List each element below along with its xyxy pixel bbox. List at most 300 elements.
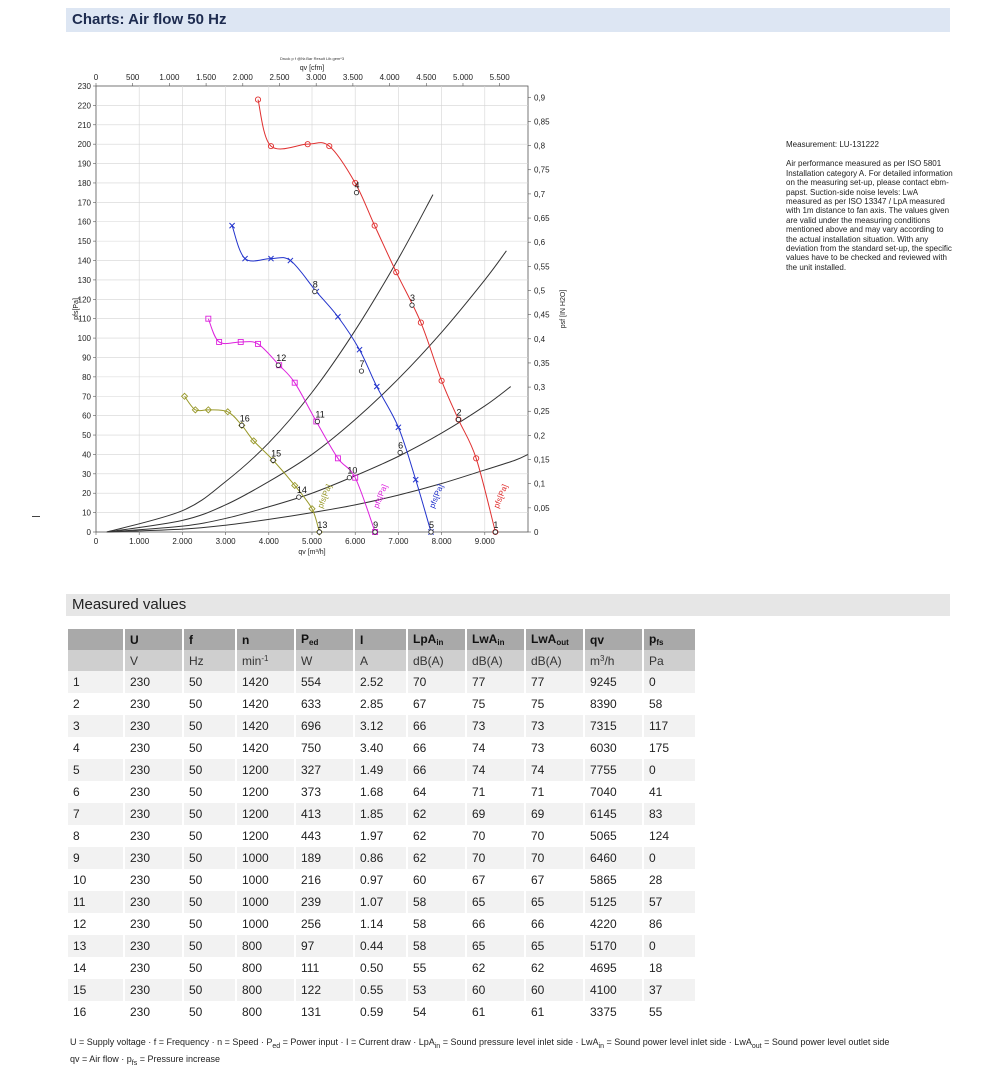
- table-cell: 41: [644, 781, 695, 803]
- y-tick-label: 200: [77, 140, 91, 150]
- table-cell: 50: [184, 737, 235, 759]
- table-cell: 800: [237, 979, 294, 1001]
- table-cell: 5: [68, 759, 123, 781]
- y2-tick-label: 0,35: [534, 358, 550, 368]
- dash-mark: [32, 516, 40, 517]
- column-header-subscript: in: [497, 638, 505, 647]
- x2-tick-label: 500: [126, 73, 140, 82]
- y-tick-label: 50: [82, 431, 91, 441]
- column-unit: [467, 650, 524, 671]
- measured-values-header: [66, 594, 950, 616]
- table-cell: 77: [526, 671, 583, 693]
- table-cell: 3.40: [355, 737, 406, 759]
- x-tick-label: 2.000: [172, 537, 193, 546]
- x-tick-label: 8.000: [431, 537, 452, 546]
- y2-tick-label: 0,2: [534, 431, 546, 441]
- column-header-label: P: [301, 632, 310, 646]
- table-cell: 50: [184, 869, 235, 891]
- y2-tick-label: 0,55: [534, 262, 550, 272]
- table-cell: 189: [296, 847, 353, 869]
- table-cell: 230: [125, 671, 182, 693]
- table-cell: 74: [467, 759, 524, 781]
- column-header-label: p: [649, 632, 657, 646]
- table-row: [68, 913, 695, 935]
- table-row: [68, 715, 695, 737]
- table-cell: 7040: [585, 781, 642, 803]
- table-cell: 8: [68, 825, 123, 847]
- table-cell: 0.97: [355, 869, 406, 891]
- legend-subscript: in: [598, 1042, 604, 1050]
- column-header: [467, 629, 524, 650]
- legend-line-1: [70, 1036, 950, 1053]
- table-cell: 97: [296, 935, 353, 957]
- table-cell: 50: [184, 671, 235, 693]
- column-header: [355, 629, 406, 650]
- table-cell: 62: [408, 847, 465, 869]
- operating-point: [456, 417, 460, 421]
- table-row: [68, 1001, 695, 1023]
- column-unit: [585, 650, 642, 671]
- y-tick-label: 120: [77, 295, 91, 305]
- table-cell: 2: [68, 693, 123, 715]
- column-header-label: f: [189, 632, 193, 647]
- table-cell: 66: [467, 913, 524, 935]
- operating-point-label: 3: [410, 293, 416, 304]
- table-cell: 70: [467, 847, 524, 869]
- table-cell: 14: [68, 957, 123, 979]
- series-label: pfs[Pa]: [427, 483, 446, 510]
- measured-values-title: Measured values: [72, 596, 187, 613]
- column-unit-label: dB(A): [413, 653, 444, 668]
- table-cell: 50: [184, 957, 235, 979]
- table-cell: 50: [184, 759, 235, 781]
- table-cell: 8390: [585, 693, 642, 715]
- table-cell: 70: [408, 671, 465, 693]
- operating-point: [354, 190, 358, 194]
- table-cell: 10: [68, 869, 123, 891]
- table-cell: 7315: [585, 715, 642, 737]
- table-cell: 50: [184, 803, 235, 825]
- table-cell: 67: [526, 869, 583, 891]
- table-cell: 73: [467, 715, 524, 737]
- operating-point-label: 11: [315, 409, 325, 420]
- y-tick-label: 10: [82, 508, 91, 518]
- column-unit: [68, 650, 123, 671]
- table-cell: 0.59: [355, 1001, 406, 1023]
- table-cell: 77: [467, 671, 524, 693]
- table-cell: 6030: [585, 737, 642, 759]
- table-cell: 443: [296, 825, 353, 847]
- y-tick-label: 130: [77, 275, 91, 285]
- table-cell: 124: [644, 825, 695, 847]
- table-cell: 1000: [237, 869, 294, 891]
- legend-text: = Power input · I = Current draw · LpA: [280, 1037, 435, 1047]
- column-unit-label: Pa: [649, 653, 664, 668]
- table-cell: 55: [644, 1001, 695, 1023]
- charts-section-header: [66, 8, 950, 32]
- operating-point-label: 8: [312, 279, 318, 290]
- table-cell: 67: [408, 693, 465, 715]
- table-cell: 800: [237, 1001, 294, 1023]
- table-cell: 230: [125, 693, 182, 715]
- table-cell: 0: [644, 935, 695, 957]
- measurement-id: Measurement: LU-131222: [786, 140, 879, 149]
- y2-tick-label: 0,6: [534, 238, 546, 248]
- table-cell: 50: [184, 891, 235, 913]
- column-unit: [355, 650, 406, 671]
- table-cell: 230: [125, 1001, 182, 1023]
- table-cell: 18: [644, 957, 695, 979]
- table-cell: 0.44: [355, 935, 406, 957]
- y-tick-label: 150: [77, 237, 91, 247]
- table-row: [68, 693, 695, 715]
- table-cell: 696: [296, 715, 353, 737]
- x2-tick-label: 1.000: [159, 73, 180, 82]
- column-header-subscript: out: [556, 638, 569, 647]
- y-tick-label: 170: [77, 198, 91, 208]
- column-header-label: U: [130, 632, 139, 647]
- table-cell: 0.86: [355, 847, 406, 869]
- table-cell: 70: [526, 825, 583, 847]
- table-cell: 73: [526, 715, 583, 737]
- table-cell: 53: [408, 979, 465, 1001]
- operating-point: [317, 530, 321, 534]
- operating-point-label: 1: [493, 520, 499, 530]
- table-cell: 5170: [585, 935, 642, 957]
- y2-tick-label: 0,8: [534, 141, 546, 151]
- table-cell: 62: [526, 957, 583, 979]
- table-cell: 37: [644, 979, 695, 1001]
- y2-tick-label: 0,05: [534, 503, 550, 513]
- table-cell: 633: [296, 693, 353, 715]
- operating-point: [240, 423, 244, 427]
- table-cell: 239: [296, 891, 353, 913]
- column-unit-label: dB(A): [472, 653, 503, 668]
- table-cell: 230: [125, 913, 182, 935]
- operating-point: [429, 530, 433, 534]
- table-cell: 12: [68, 913, 123, 935]
- legend-text: = Sound power level outlet side: [761, 1037, 890, 1047]
- column-header-label: LpA: [413, 632, 437, 646]
- y-tick-label: 230: [77, 82, 91, 91]
- table-cell: 230: [125, 759, 182, 781]
- table-cell: 800: [237, 935, 294, 957]
- table-cell: 1200: [237, 825, 294, 847]
- y2-tick-label: 0,75: [534, 165, 550, 175]
- x-tick-label: 4.000: [258, 537, 279, 546]
- table-cell: 58: [644, 693, 695, 715]
- table-cell: 0: [644, 759, 695, 781]
- table-cell: 65: [526, 935, 583, 957]
- table-cell: 62: [408, 825, 465, 847]
- table-cell: 1.85: [355, 803, 406, 825]
- legend-subscript: fs: [131, 1059, 138, 1067]
- x-axis-label: qv [m³/h]: [298, 549, 326, 556]
- y-tick-label: 100: [77, 334, 91, 344]
- column-unit-label: A: [360, 653, 369, 668]
- x-tick-label: 9.000: [474, 537, 495, 546]
- table-cell: 67: [467, 869, 524, 891]
- table-cell: 62: [467, 957, 524, 979]
- y-tick-label: 0: [86, 528, 91, 537]
- table-cell: 230: [125, 979, 182, 1001]
- table-cell: 1.49: [355, 759, 406, 781]
- table-cell: 0.50: [355, 957, 406, 979]
- table-cell: 5865: [585, 869, 642, 891]
- table-cell: 13: [68, 935, 123, 957]
- column-unit-label: m: [590, 653, 600, 668]
- table-row: [68, 869, 695, 891]
- table-cell: 66: [408, 715, 465, 737]
- y-tick-label: 210: [77, 120, 91, 130]
- table-cell: 61: [526, 1001, 583, 1023]
- x2-tick-label: 5.500: [489, 73, 510, 82]
- table-cell: 65: [467, 935, 524, 957]
- y2-tick-label: 0,45: [534, 310, 550, 320]
- legend-text: = Sound power level inlet side · LwA: [603, 1037, 752, 1047]
- column-header: [526, 629, 583, 650]
- air-flow-chart: [0, 40, 600, 560]
- table-cell: 230: [125, 869, 182, 891]
- series-label: pfs[Pa]: [491, 483, 510, 510]
- column-header-subscript: ed: [309, 638, 319, 647]
- legend-text: = Pressure increase: [137, 1053, 221, 1064]
- column-unit-label: dB(A): [531, 653, 562, 668]
- y-tick-label: 80: [82, 372, 91, 382]
- operating-point-label: 16: [239, 413, 250, 424]
- table-cell: 230: [125, 825, 182, 847]
- column-header: [585, 629, 642, 650]
- column-header: [68, 629, 123, 650]
- column-unit: [125, 650, 182, 671]
- y-axis-label: pfs[Pa]: [73, 298, 80, 320]
- table-cell: 1000: [237, 847, 294, 869]
- table-cell: 413: [296, 803, 353, 825]
- operating-point-label: 14: [296, 485, 307, 496]
- operating-point: [315, 419, 319, 423]
- y-tick-label: 30: [82, 469, 91, 479]
- x2-tick-label: 0: [93, 73, 99, 82]
- table-cell: 2.52: [355, 671, 406, 693]
- table-cell: 58: [408, 891, 465, 913]
- table-cell: 216: [296, 869, 353, 891]
- table-row: [68, 935, 695, 957]
- table-row: [68, 979, 695, 1001]
- table-cell: 6460: [585, 847, 642, 869]
- table-cell: 50: [184, 979, 235, 1001]
- column-header: [237, 629, 294, 650]
- table-cell: 3: [68, 715, 123, 737]
- x-tick-label: 6.000: [345, 537, 366, 546]
- y2-tick-label: 0,9: [534, 93, 546, 103]
- legend-subscript: out: [751, 1042, 762, 1050]
- table-body: [68, 671, 695, 1023]
- operating-point: [493, 530, 497, 534]
- charts-title: Charts: Air flow 50 Hz: [72, 11, 227, 28]
- table-row: [68, 891, 695, 913]
- table-row: [68, 737, 695, 759]
- table-cell: 71: [526, 781, 583, 803]
- table-cell: 66: [408, 759, 465, 781]
- x2-tick-label: 3.000: [306, 73, 327, 82]
- table-units-row: [68, 650, 695, 671]
- operating-point-label: 10: [347, 465, 358, 476]
- column-header-subscript: fs: [656, 638, 664, 647]
- operating-point: [398, 450, 402, 454]
- table-cell: 64: [408, 781, 465, 803]
- table-cell: 3.12: [355, 715, 406, 737]
- table-cell: 58: [408, 935, 465, 957]
- table-row: [68, 957, 695, 979]
- table-cell: 1.97: [355, 825, 406, 847]
- table-cell: 554: [296, 671, 353, 693]
- operating-point: [410, 303, 414, 307]
- table-cell: 69: [526, 803, 583, 825]
- table-cell: 50: [184, 781, 235, 803]
- table-cell: 50: [184, 693, 235, 715]
- table-cell: 1000: [237, 891, 294, 913]
- y-tick-label: 220: [77, 101, 91, 111]
- y2-tick-label: 0: [534, 528, 539, 537]
- operating-point-label: 5: [429, 520, 435, 530]
- legend-line-2: [70, 1053, 950, 1070]
- column-header-subscript: in: [436, 638, 444, 647]
- x-tick-label: 5.000: [301, 537, 323, 546]
- table-cell: 6145: [585, 803, 642, 825]
- table-cell: 83: [644, 803, 695, 825]
- table-cell: 11: [68, 891, 123, 913]
- operating-point-label: 15: [271, 448, 282, 459]
- table-cell: 0: [644, 671, 695, 693]
- table-cell: 75: [467, 693, 524, 715]
- operating-point: [359, 369, 363, 373]
- table-cell: 117: [644, 715, 695, 737]
- column-header-label: n: [242, 632, 250, 647]
- table-cell: 2.85: [355, 693, 406, 715]
- operating-point: [276, 363, 280, 367]
- column-header-label: qv: [590, 632, 605, 647]
- table-cell: 70: [526, 847, 583, 869]
- table-cell: 230: [125, 803, 182, 825]
- table-cell: 66: [408, 737, 465, 759]
- table-cell: 111: [296, 957, 353, 979]
- table-cell: 60: [526, 979, 583, 1001]
- table-cell: 55: [408, 957, 465, 979]
- column-unit: [184, 650, 235, 671]
- table-cell: 1420: [237, 737, 294, 759]
- table-cell: 50: [184, 913, 235, 935]
- column-header: [408, 629, 465, 650]
- x-tick-label: 3.000: [215, 537, 236, 546]
- legend-text: U = Supply voltage · f = Frequency · n = Speed · P: [70, 1037, 273, 1047]
- y2-tick-label: 0,85: [534, 117, 550, 127]
- column-unit: [237, 650, 294, 671]
- table-cell: 74: [467, 737, 524, 759]
- table-row: [68, 803, 695, 825]
- y2-tick-label: 0,7: [534, 189, 546, 199]
- table-cell: 4695: [585, 957, 642, 979]
- series-label: pfs[Pa]: [315, 483, 334, 510]
- operating-point-label: 12: [276, 353, 287, 364]
- y-tick-label: 40: [82, 450, 91, 460]
- table-cell: 4: [68, 737, 123, 759]
- column-unit-superscript: -1: [261, 653, 269, 663]
- table-cell: 74: [526, 759, 583, 781]
- y-tick-label: 20: [82, 489, 91, 499]
- column-header-label: LwA: [531, 632, 557, 646]
- table-cell: 9245: [585, 671, 642, 693]
- operating-point-label: 9: [373, 520, 379, 530]
- y-tick-label: 90: [82, 353, 91, 363]
- operating-point: [373, 530, 377, 534]
- table-cell: 1420: [237, 693, 294, 715]
- table-cell: 230: [125, 935, 182, 957]
- column-header: [644, 629, 695, 650]
- y2-axis-label: psf [IN H2O]: [560, 289, 567, 329]
- table-cell: 60: [467, 979, 524, 1001]
- table-cell: 60: [408, 869, 465, 891]
- x2-tick-label: 1.500: [196, 73, 217, 82]
- table-cell: 5125: [585, 891, 642, 913]
- y2-tick-label: 0,15: [534, 455, 550, 465]
- table-cell: 7755: [585, 759, 642, 781]
- legend-subscript: ed: [272, 1042, 281, 1050]
- table-cell: 175: [644, 737, 695, 759]
- table-header-row: [68, 629, 695, 650]
- table-cell: 15: [68, 979, 123, 1001]
- table-cell: 373: [296, 781, 353, 803]
- measurement-description: Air performance measured as per ISO 5801 Installation category A. For detailed information on the measuring set-up, please contact ebm-papst. Suction-side noise levels: LwA measured as per ISO 13347 / LpA measured with 1m distance to fan axis. The values given are valid under the measuring conditions mentioned above and may vary according to the actual installation situation. With any deviation from the standard set-up, the specific values have to be checked and reviewed with the unit installed.: [786, 159, 953, 272]
- table-cell: 800: [237, 957, 294, 979]
- table-cell: 70: [467, 825, 524, 847]
- table-cell: 5065: [585, 825, 642, 847]
- y2-tick-label: 0,1: [534, 479, 546, 489]
- y2-tick-label: 0,4: [534, 334, 546, 344]
- table-cell: 71: [467, 781, 524, 803]
- y-tick-label: 110: [78, 314, 91, 324]
- table-cell: 28: [644, 869, 695, 891]
- table-cell: 131: [296, 1001, 353, 1023]
- x2-tick-label: 4.000: [379, 73, 400, 82]
- table-cell: 66: [526, 913, 583, 935]
- legend-subscript: in: [434, 1042, 441, 1050]
- y-tick-label: 140: [77, 256, 91, 266]
- column-header: [296, 629, 353, 650]
- column-unit: [526, 650, 583, 671]
- legend-text: qv = Air flow · p: [70, 1053, 132, 1064]
- x-tick-label: 0: [93, 537, 99, 546]
- x2-tick-label: 5.000: [452, 73, 473, 82]
- table-cell: 61: [467, 1001, 524, 1023]
- column-unit: [296, 650, 353, 671]
- x2-tick-label: 4.500: [416, 73, 437, 82]
- column-unit-superscript: 3: [600, 653, 605, 663]
- column-header: [184, 629, 235, 650]
- operating-point-label: 7: [359, 359, 365, 370]
- table-cell: 50: [184, 715, 235, 737]
- table-cell: 230: [125, 737, 182, 759]
- series-label: pfs[Pa]: [371, 483, 390, 510]
- table-cell: 1.68: [355, 781, 406, 803]
- table-cell: 1.14: [355, 913, 406, 935]
- x2-tick-label: 2.500: [269, 73, 290, 82]
- operating-point-label: 2: [456, 407, 462, 418]
- table-cell: 0.55: [355, 979, 406, 1001]
- table-cell: 50: [184, 1001, 235, 1023]
- table-cell: 16: [68, 1001, 123, 1023]
- table-cell: 7: [68, 803, 123, 825]
- x-tick-label: 7.000: [388, 537, 409, 546]
